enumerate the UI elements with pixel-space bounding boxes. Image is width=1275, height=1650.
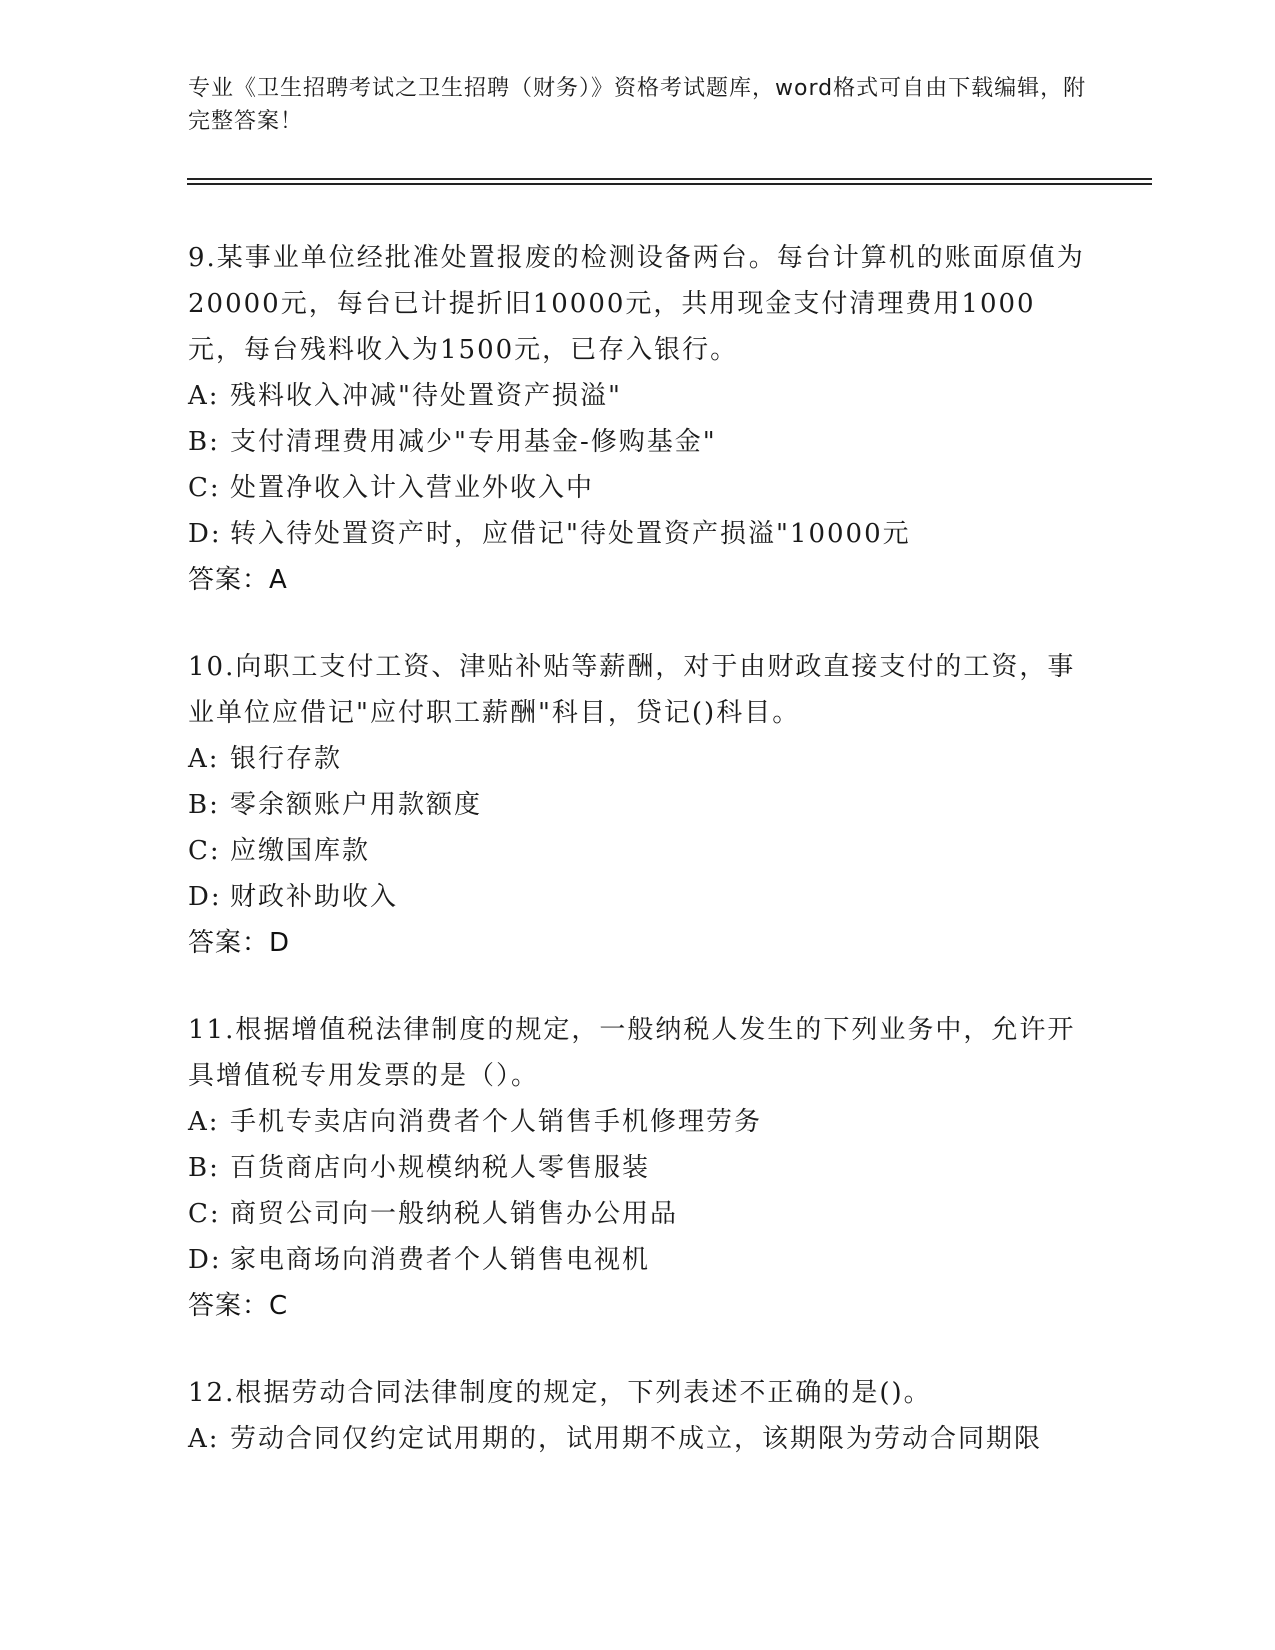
header-divider-top bbox=[187, 178, 1152, 180]
question-stem: 10.向职工支付工资、津贴补贴等薪酬，对于由财政直接支付的工资，事业单位应借记"应付职工薪酬"科目，贷记()科目。 bbox=[188, 652, 1076, 728]
question-12 bbox=[188, 1370, 1088, 1462]
option-key: A: bbox=[188, 1107, 220, 1137]
option-d bbox=[188, 874, 1088, 920]
option-text: 百货商店向小规模纳税人零售服装 bbox=[230, 1153, 651, 1183]
option-text: 处置净收入计入营业外收入中 bbox=[230, 473, 595, 503]
option-key: A: bbox=[188, 744, 220, 774]
question-9 bbox=[188, 235, 1088, 603]
option-key: B: bbox=[188, 427, 220, 457]
question-stem: 9.某事业单位经批准处置报废的检测设备两台。每台计算机的账面原值为20000元，每台已计提折旧10000元，共用现金支付清理费用1000元，每台残料收入为1500元，已存入银行。 bbox=[188, 243, 1085, 365]
question-list bbox=[188, 235, 1088, 1503]
option-text: 零余额账户用款额度 bbox=[230, 790, 483, 820]
option-text: 支付清理费用减少"专用基金-修购基金" bbox=[230, 427, 717, 457]
option-key: D: bbox=[188, 519, 222, 549]
option-a bbox=[188, 1099, 1088, 1145]
option-d bbox=[188, 1237, 1088, 1283]
header-text: 专业《卫生招聘考试之卫生招聘（财务）》资格考试题库，word格式可自由下载编辑，附完整答案！ bbox=[188, 76, 1087, 134]
option-b bbox=[188, 1145, 1088, 1191]
option-key: D: bbox=[188, 1245, 222, 1275]
option-text: 转入待处置资产时，应借记"待处置资产损溢"10000元 bbox=[230, 519, 911, 549]
option-c bbox=[188, 828, 1088, 874]
option-b bbox=[188, 419, 1088, 465]
option-text: 银行存款 bbox=[230, 744, 343, 774]
option-list bbox=[188, 736, 1088, 920]
question-11 bbox=[188, 1007, 1088, 1329]
option-key: A: bbox=[188, 381, 220, 411]
option-text: 商贸公司向一般纳税人销售办公用品 bbox=[230, 1199, 679, 1229]
option-key: C: bbox=[188, 1199, 221, 1229]
option-a bbox=[188, 1416, 1088, 1462]
option-text: 应缴国库款 bbox=[230, 836, 371, 866]
option-key: B: bbox=[188, 790, 220, 820]
answer-line: 答案：D bbox=[188, 928, 291, 958]
option-d bbox=[188, 511, 1088, 557]
option-key: C: bbox=[188, 836, 221, 866]
option-text: 残料收入冲减"待处置资产损溢" bbox=[230, 381, 622, 411]
option-key: A: bbox=[188, 1424, 220, 1454]
option-b bbox=[188, 782, 1088, 828]
header-divider-bottom bbox=[187, 183, 1152, 185]
question-stem: 12.根据劳动合同法律制度的规定，下列表述不正确的是()。 bbox=[188, 1378, 932, 1408]
option-key: C: bbox=[188, 473, 221, 503]
option-text: 财政补助收入 bbox=[230, 882, 399, 912]
option-a bbox=[188, 373, 1088, 419]
question-stem: 11.根据增值税法律制度的规定，一般纳税人发生的下列业务中，允许开具增值税专用发票的是（）。 bbox=[188, 1015, 1076, 1091]
option-a bbox=[188, 736, 1088, 782]
option-text: 劳动合同仅约定试用期的，试用期不成立，该期限为劳动合同期限 bbox=[230, 1424, 1043, 1454]
option-list bbox=[188, 1099, 1088, 1283]
option-list bbox=[188, 373, 1088, 557]
answer-line: 答案：A bbox=[188, 565, 288, 595]
option-list bbox=[188, 1416, 1088, 1462]
answer-line: 答案：C bbox=[188, 1291, 289, 1321]
option-key: B: bbox=[188, 1153, 220, 1183]
option-c bbox=[188, 1191, 1088, 1237]
question-10 bbox=[188, 644, 1088, 966]
option-c bbox=[188, 465, 1088, 511]
option-key: D: bbox=[188, 882, 222, 912]
document-header bbox=[188, 72, 1088, 138]
option-text: 家电商场向消费者个人销售电视机 bbox=[230, 1245, 651, 1275]
option-text: 手机专卖店向消费者个人销售手机修理劳务 bbox=[230, 1107, 763, 1137]
